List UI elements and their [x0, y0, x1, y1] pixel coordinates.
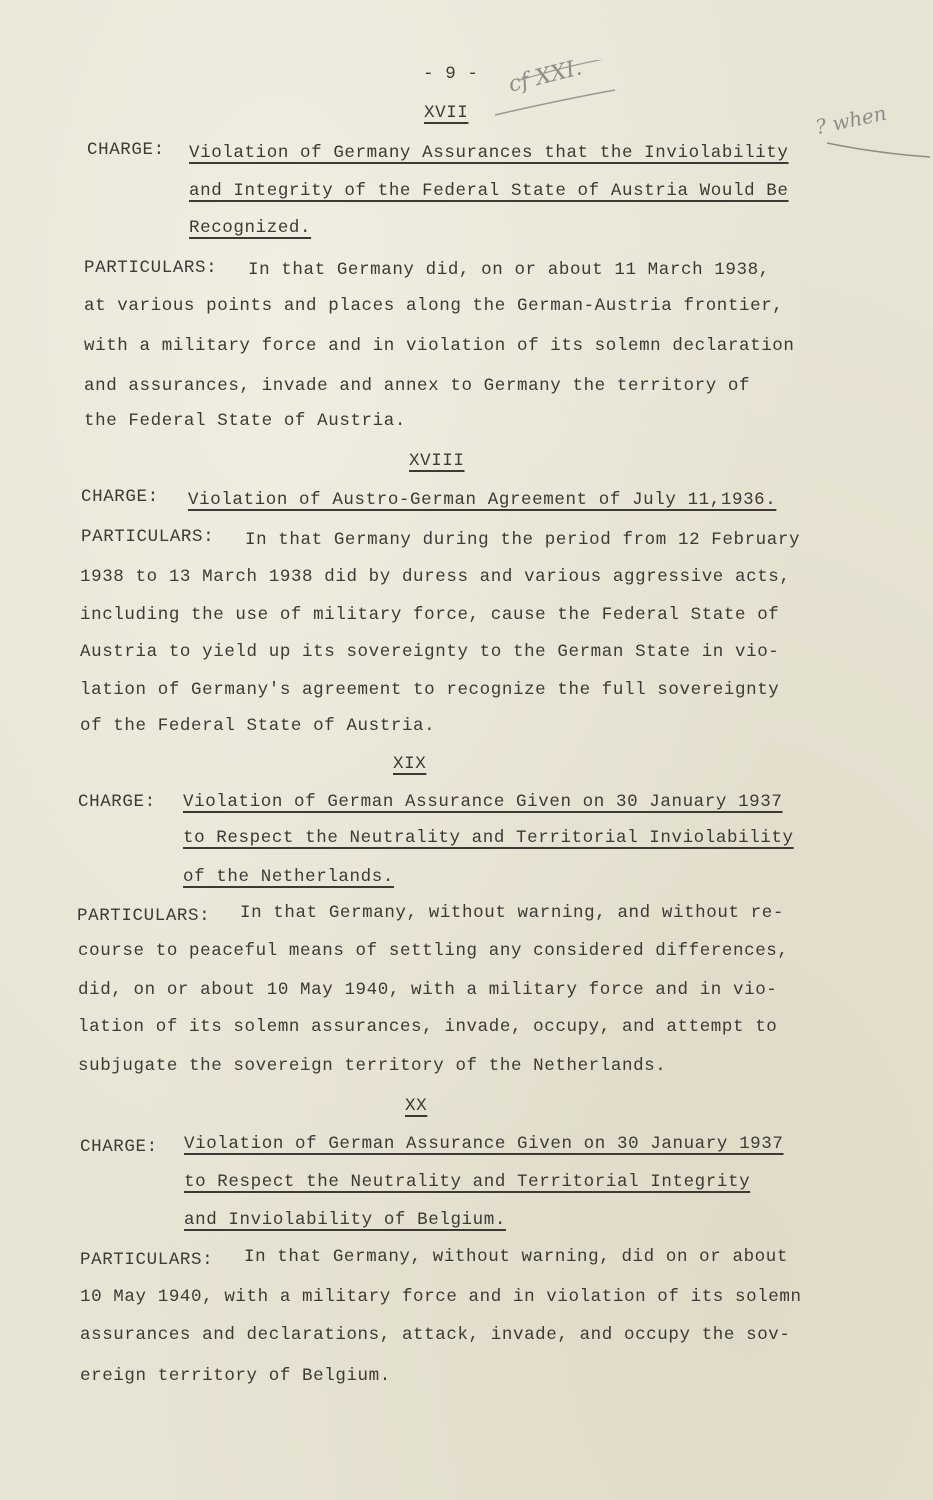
charge-line: Violation of German Assurance Given on 30 January 1937 — [183, 792, 783, 812]
particulars-line: including the use of military force, cause the Federal State of — [80, 605, 780, 625]
particulars-line: 1938 to 13 March 1938 did by duress and various aggressive acts, — [80, 567, 791, 587]
particulars-line: and assurances, invade and annex to Germany the territory of — [84, 376, 751, 396]
particulars-line: with a military force and in violation of its solemn declaration — [84, 336, 795, 356]
particulars-line: at various points and places along the German-Austria frontier, — [84, 296, 784, 316]
particulars-line: did, on or about 10 May 1940, with a military force and in vio- — [78, 980, 778, 1000]
particulars-line: ereign territory of Belgium. — [80, 1366, 391, 1386]
particulars-line: the Federal State of Austria. — [84, 411, 406, 431]
particulars-line: lation of its solemn assurances, invade, occupy, and attempt to — [78, 1017, 778, 1037]
particulars-line: In that Germany, without warning, and without re- — [240, 903, 784, 923]
charge-line: to Respect the Neutrality and Territorial Integrity — [184, 1172, 751, 1192]
annotation-stroke-margin — [825, 135, 933, 165]
particulars-line: In that Germany, without warning, did on or about — [244, 1247, 788, 1267]
charge-label: CHARGE: — [80, 1137, 158, 1157]
section-numeral-xix: XIX — [393, 754, 427, 774]
charge-line: to Respect the Neutrality and Territorial Inviolability — [183, 828, 794, 848]
particulars-label: PARTICULARS: — [84, 258, 218, 278]
particulars-line: course to peaceful means of settling any considered differences, — [78, 941, 789, 961]
particulars-line: lation of Germany's agreement to recognize the full sovereignty — [80, 680, 780, 700]
charge-line: Violation of Germany Assurances that the Inviolability — [189, 143, 789, 163]
charge-label: CHARGE: — [78, 792, 156, 812]
particulars-label: PARTICULARS: — [80, 1250, 214, 1270]
section-numeral-xviii: XVIII — [409, 451, 465, 471]
handwritten-annotation-top: cf XXI. — [506, 55, 585, 98]
charge-label: CHARGE: — [81, 487, 159, 507]
section-numeral-xx: XX — [405, 1096, 428, 1116]
charge-line: and Inviolability of Belgium. — [184, 1210, 506, 1230]
charge-line: Violation of Austro-German Agreement of July 11,1936. — [188, 490, 777, 510]
charge-line: Recognized. — [189, 218, 312, 238]
particulars-label: PARTICULARS: — [77, 906, 211, 926]
particulars-line: In that Germany did, on or about 11 March 1938, — [248, 260, 770, 280]
charge-label: CHARGE: — [87, 140, 165, 160]
page-number: - 9 - — [423, 64, 479, 84]
particulars-line: of the Federal State of Austria. — [80, 716, 436, 736]
section-numeral-xvii: XVII — [424, 103, 469, 123]
particulars-line: assurances and declarations, attack, invade, and occupy the sov- — [80, 1325, 791, 1345]
particulars-line: subjugate the sovereign territory of the Netherlands. — [78, 1056, 667, 1076]
particulars-label: PARTICULARS: — [81, 527, 215, 547]
charge-line: Violation of German Assurance Given on 30 January 1937 — [184, 1134, 784, 1154]
charge-line: of the Netherlands. — [183, 867, 394, 887]
annotation-stroke-top — [490, 60, 630, 120]
handwritten-annotation-margin: ? when — [813, 100, 889, 140]
particulars-line: 10 May 1940, with a military force and in violation of its solemn — [80, 1287, 802, 1307]
charge-line: and Integrity of the Federal State of Austria Would Be — [189, 181, 789, 201]
particulars-line: In that Germany during the period from 12 February — [245, 530, 801, 550]
particulars-line: Austria to yield up its sovereignty to the German State in vio- — [80, 642, 780, 662]
